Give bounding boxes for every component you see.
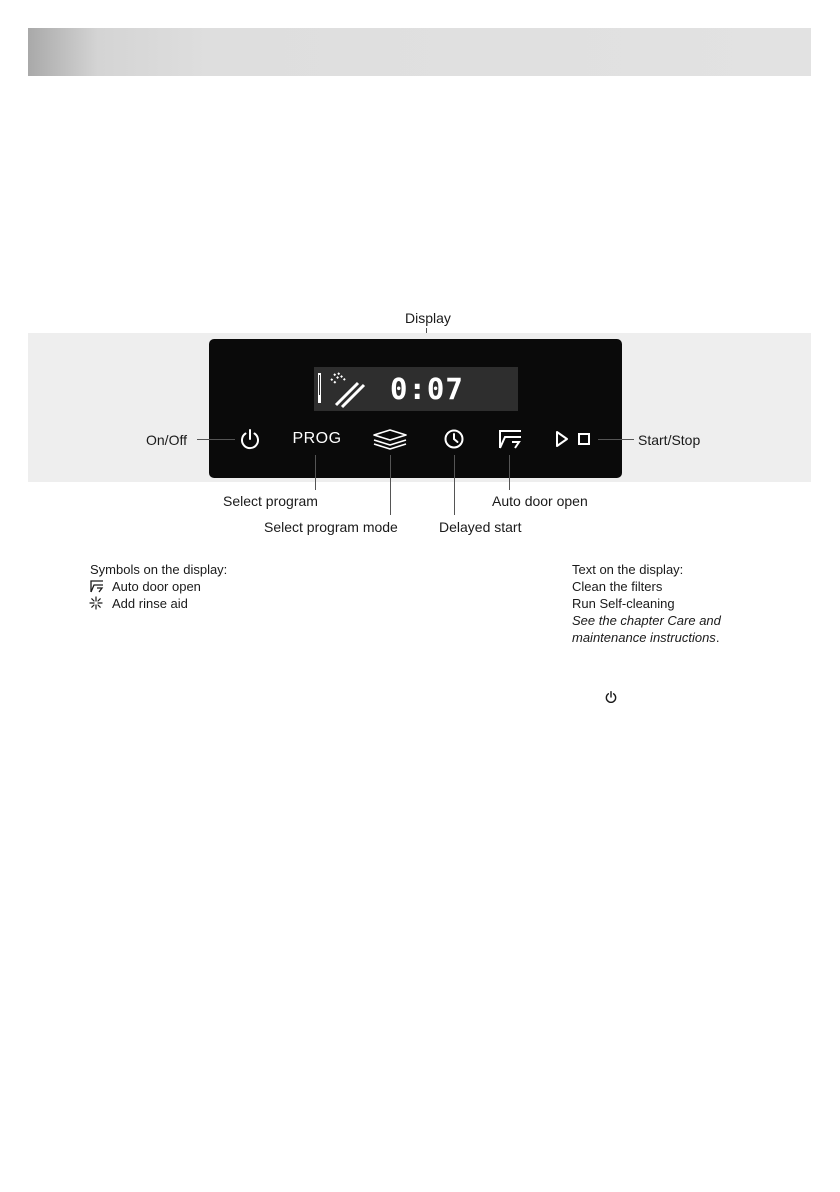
power-icon — [604, 690, 618, 704]
on-off-leader-line — [197, 439, 235, 440]
rinse-aid-icon — [89, 596, 103, 610]
delayed-start-leader-line — [454, 455, 455, 515]
symbol-item-rinse-aid: Add rinse aid — [112, 596, 188, 611]
select-program-label: Select program — [223, 493, 318, 509]
spray-arm-icon — [314, 367, 384, 411]
select-program-leader-line — [315, 455, 316, 490]
delayed-start-label: Delayed start — [439, 519, 522, 535]
stop-icon[interactable] — [577, 432, 591, 446]
display-label: Display — [405, 310, 451, 326]
care-note-line2 — [572, 629, 719, 646]
header-bar — [28, 28, 811, 76]
auto-door-open-label: Auto door open — [492, 493, 588, 509]
start-stop-leader-line — [598, 439, 634, 440]
symbol-item-auto-door-open: Auto door open — [112, 579, 201, 594]
care-note-period: . — [715, 630, 720, 645]
auto-door-open-leader-line — [509, 455, 510, 490]
layers-icon[interactable] — [372, 429, 408, 451]
symbols-heading: Symbols on the display: — [90, 562, 228, 577]
auto-door-open-icon[interactable] — [497, 428, 525, 450]
select-program-mode-label: Select program mode — [264, 519, 398, 535]
display-time: 0:07 — [390, 372, 464, 406]
power-icon[interactable] — [238, 427, 262, 451]
care-note-link-text: maintenance instructions — [572, 630, 716, 645]
start-stop-label: Start/Stop — [638, 432, 701, 448]
on-off-label: On/Off — [146, 432, 187, 448]
select-program-mode-leader-line — [390, 455, 391, 515]
text-line-clean-filters: Clean the filters — [572, 579, 663, 594]
clock-icon[interactable] — [442, 427, 466, 451]
care-note-line1: See the chapter Care and — [572, 613, 721, 628]
play-icon[interactable] — [554, 430, 570, 448]
text-section-heading: Text on the display: — [572, 562, 684, 577]
text-line-run-self-cleaning: Run Self-cleaning — [572, 596, 675, 611]
auto-door-open-icon — [89, 579, 105, 593]
prog-button[interactable]: PROG — [292, 430, 342, 447]
